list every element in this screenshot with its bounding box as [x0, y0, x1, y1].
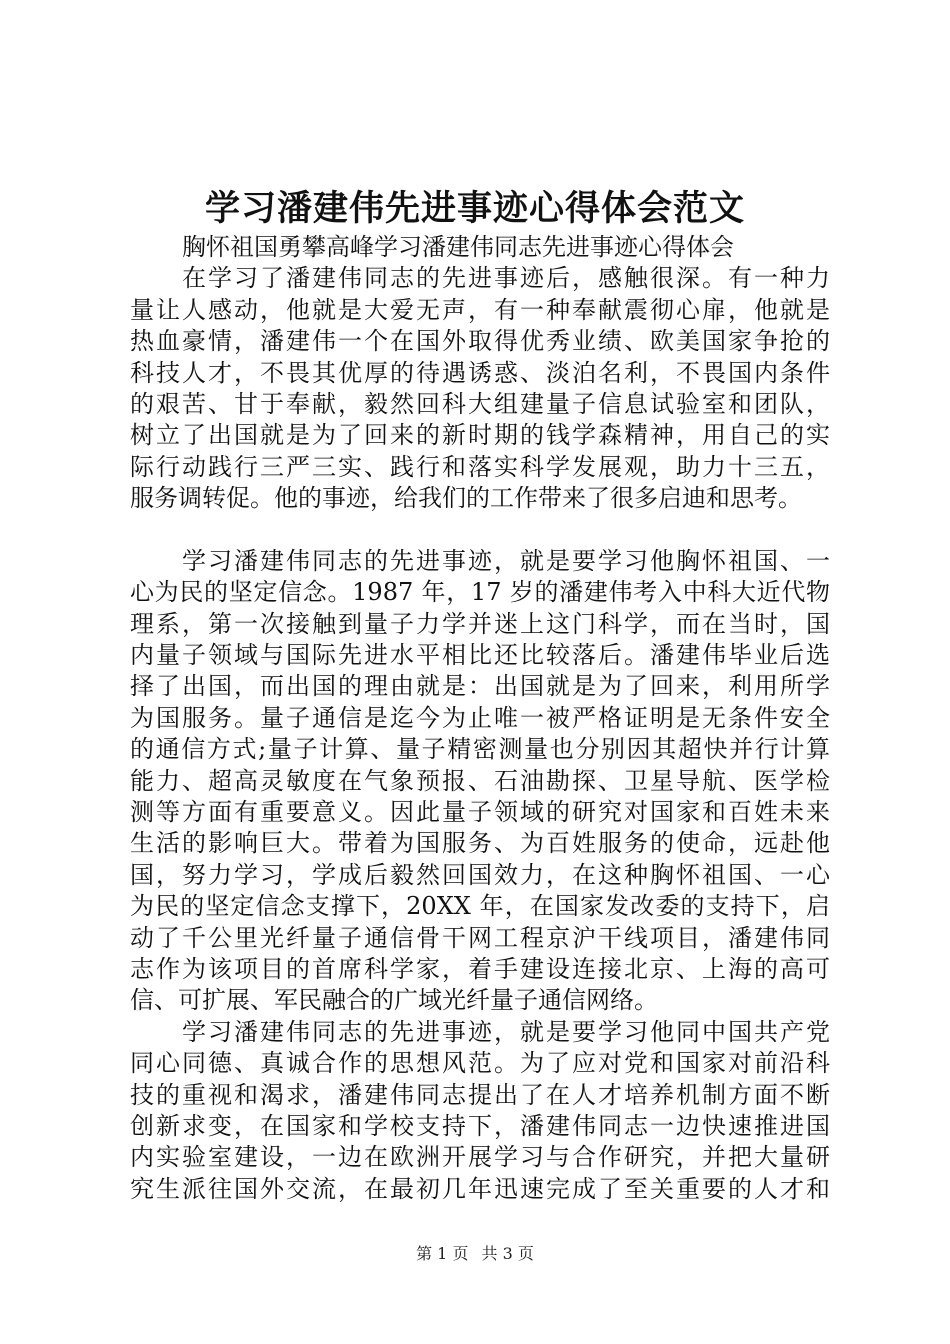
text-line: 志作为该项目的首席科学家，着手建设连接北京、上海的高可	[130, 954, 830, 983]
text-line: 服务调转促。他的事迹，给我们的工作带来了很多启迪和思考。	[130, 484, 802, 513]
blank-line	[130, 515, 830, 546]
text-line: 树立了出国就是为了回来的新时期的钱学森精神，用自己的实	[130, 421, 830, 450]
text-line: 生活的影响巨大。带着为国服务、为百姓服务的使命，远赴他	[130, 829, 830, 858]
text-line: 的通信方式;量子计算、量子精密测量也分别因其超快并行计算	[130, 735, 830, 764]
text-line: 内实验室建设，一边在欧洲开展学习与合作研究，并把大量研	[130, 1143, 830, 1172]
text-line: 热血豪情，潘建伟一个在国外取得优秀业绩、欧美国家争抢的	[130, 327, 830, 356]
text-line: 技的重视和渴求，潘建伟同志提出了在人才培养机制方面不断	[130, 1080, 830, 1109]
text-line: 国，努力学习，学成后毅然回国效力，在这种胸怀祖国、一心	[130, 860, 830, 889]
page-total: 共 3 页	[481, 1244, 534, 1263]
text-line: 创新求变，在国家和学校支持下，潘建伟同志一边快速推进国	[130, 1111, 830, 1140]
text-line: 理系，第一次接触到量子力学并迷上这门科学，而在当时，国	[130, 609, 830, 638]
text-line: 量让人感动，他就是大爱无声，有一种奉献震彻心扉，他就是	[130, 295, 830, 324]
text-line: 学习潘建伟同志的先进事迹，就是要学习他胸怀祖国、一	[182, 546, 830, 575]
text-line: 同心同德、真诚合作的思想风范。为了应对党和国家对前沿科	[130, 1049, 830, 1078]
text-line: 内量子领域与国际先进水平相比还比较落后。潘建伟毕业后选	[130, 641, 830, 670]
text-line: 在学习了潘建伟同志的先进事迹后，感触很深。有一种力	[182, 264, 830, 293]
text-line: 为国服务。量子通信是迄今为止唯一被严格证明是无条件安全	[130, 703, 830, 732]
text-line: 为民的坚定信念支撑下，20XX 年，在国家发改委的支持下，启	[130, 892, 830, 921]
text-line: 学习潘建伟同志的先进事迹，就是要学习他同中国共产党	[182, 1017, 830, 1046]
text-line: 心为民的坚定信念。1987 年，17 岁的潘建伟考入中科大近代物	[130, 578, 830, 607]
text-line: 科技人才，不畏其优厚的待遇诱惑、淡泊名利，不畏国内条件	[130, 358, 830, 387]
text-line: 信、可扩展、军民融合的广域光纤量子通信网络。	[130, 986, 658, 1015]
page-number: 第 1 页	[416, 1244, 469, 1263]
document-body	[130, 232, 830, 1205]
text-line: 能力、超高灵敏度在气象预报、石油勘探、卫星导航、医学检	[130, 766, 830, 795]
text-line: 的艰苦、甘于奉献，毅然回科大组建量子信息试验室和团队，	[130, 389, 830, 418]
document-title: 学习潘建伟先进事迹心得体会范文	[204, 188, 745, 229]
text-line: 动了千公里光纤量子通信骨干网工程京沪干线项目，潘建伟同	[130, 923, 830, 952]
text-line: 择了出国，而出国的理由就是：出国就是为了回来，利用所学	[130, 672, 830, 701]
text-line: 测等方面有重要意义。因此量子领域的研究对国家和百姓未来	[130, 798, 830, 827]
text-line: 际行动践行三严三实、践行和落实科学发展观，助力十三五，	[130, 452, 830, 481]
page-footer	[0, 1243, 950, 1265]
text-line: 究生派往国外交流，在最初几年迅速完成了至关重要的人才和	[130, 1174, 830, 1203]
text-line: 胸怀祖国勇攀高峰学习潘建伟同志先进事迹心得体会	[182, 233, 734, 261]
